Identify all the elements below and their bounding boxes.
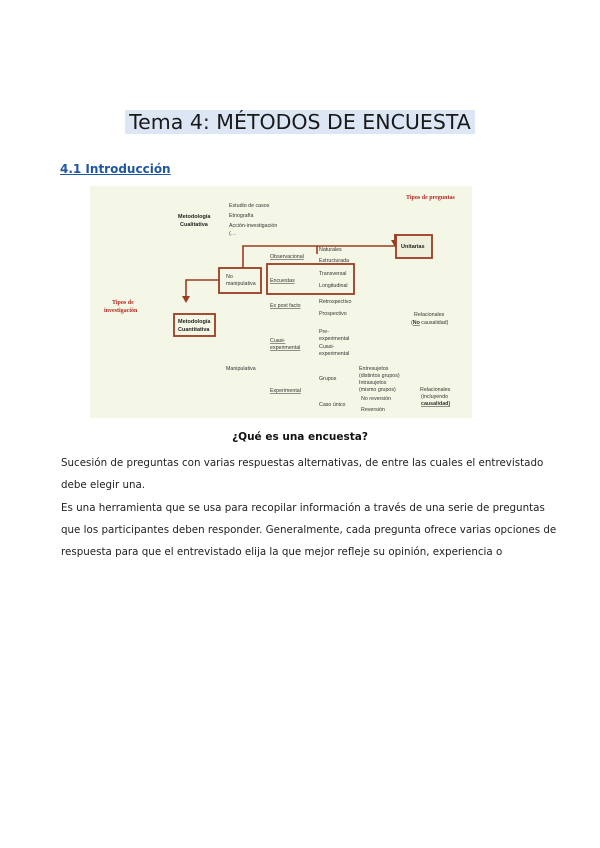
label-no-reversion: No reversión <box>361 396 392 402</box>
label-manipulativa: Manipulativa <box>226 366 256 372</box>
question-heading: ¿Qué es una encuesta? <box>232 431 368 443</box>
label-caso-unico: Caso único <box>319 402 346 408</box>
label-relacionales-b-3: causalidad) <box>421 401 451 407</box>
diagram-canvas <box>90 186 472 418</box>
label-cuasi-b-2: experimental <box>319 351 350 357</box>
section-heading[interactable]: 4.1 Introducción <box>60 162 171 176</box>
page-title <box>0 110 600 134</box>
page-title-text: Tema 4: MÉTODOS DE ENCUESTA <box>125 110 475 134</box>
label-tipos-de: Tipos de <box>112 300 134 306</box>
label-grupos: Grupos <box>319 376 337 382</box>
label-observacional: Observacional <box>270 254 304 260</box>
label-estructurada: Estructurada <box>319 258 350 264</box>
diagram-boxes <box>174 235 432 336</box>
cualitativa-item-2: Etnografía <box>229 213 254 219</box>
label-pre-1: Pre- <box>319 329 330 335</box>
label-entresujetos-2: (distintos grupos) <box>359 373 400 379</box>
label-encuestas: Encuestas <box>270 278 295 284</box>
label-metodologia-cualitativa-1: Metodología <box>178 214 211 220</box>
label-intrasujetos-1: Intrasujetos <box>359 380 387 386</box>
label-longitudinal: Longitudinal <box>319 283 348 289</box>
label-relacionales-b-2: (incluyendo <box>421 394 449 400</box>
label-relacionales-a-1: Relacionales <box>414 312 445 318</box>
label-entresujetos-1: Entresujetos <box>359 366 389 372</box>
label-transversal: Transversal <box>319 271 347 277</box>
label-cuasi-2: experimental <box>270 345 301 351</box>
paragraph-1: Sucesión de preguntas con varias respuestas alternativas, de entre las cuales el entrevistado debe elegir una. <box>61 457 544 491</box>
label-intrasujetos-2: (mismo grupos) <box>359 387 396 393</box>
label-no: No <box>226 274 233 280</box>
label-cuasi-b-1: Cuasi- <box>319 344 335 350</box>
paragraph-2: Es una herramienta que se usa para recopilar información a través de una serie de preguntas que los participantes deben responder. Generalmente, cada pregunta ofrece varias opciones de respuesta para que el entrevistado elija la que mejor refleje su opinión, experiencia o <box>61 502 557 558</box>
label-reversion: Reversión <box>361 407 385 413</box>
label-investigacion: investigación <box>104 308 138 314</box>
cualitativa-item-4: (… <box>229 231 237 237</box>
label-retrospectivo: Retrospectivo <box>319 299 352 305</box>
label-relacionales-a-2: (No causalidad) <box>411 320 449 326</box>
connector-cuant-to-nomanip <box>186 280 218 296</box>
label-pre-2: experimental <box>319 336 350 342</box>
cualitativa-item-1: Estudio de casos <box>229 203 270 209</box>
label-cuasi-1: Cuasi- <box>270 338 286 344</box>
label-metodologia-cuantitativa-1: Metodología <box>178 319 211 325</box>
diagram-connectors <box>186 234 395 296</box>
label-prospectivo: Prospectivo <box>319 311 347 317</box>
label-manipulativa-no: manipulativa <box>226 281 256 287</box>
label-naturales: Naturales <box>319 247 342 253</box>
label-metodologia-cualitativa-2: Cualitativa <box>180 222 208 228</box>
label-relacionales-b-1: Relacionales <box>420 387 451 393</box>
label-metodologia-cuantitativa-2: Cuantitativa <box>178 327 210 333</box>
label-experimental: Experimental <box>270 388 301 394</box>
research-types-diagram <box>90 186 472 418</box>
label-tipos-preguntas: Tipos de preguntas <box>406 195 455 201</box>
cualitativa-item-3: Acción-investigación <box>229 223 278 229</box>
arrowhead-cuant <box>182 296 190 303</box>
label-unitarias: Unitarias <box>401 244 425 250</box>
label-ex-post-facto: Ex post facto <box>270 303 301 309</box>
